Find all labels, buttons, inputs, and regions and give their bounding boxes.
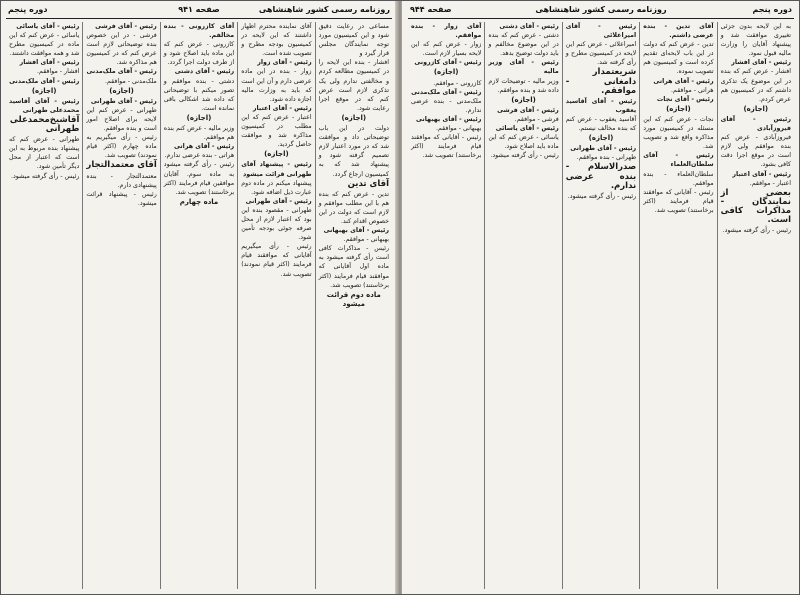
speaker-line: رئیس - آقای فیروزآبادی bbox=[720, 115, 791, 133]
paragraph: طهرانی - عرض کنم که پیشنهاد بنده مربوط به این است که اعتبار از محل دیگر تأمین شود. bbox=[8, 136, 80, 171]
paragraph: امیراعلائی - عرض کنم این لایحه در کمیسیون مطرح و رأی گرفته شد. bbox=[565, 41, 637, 67]
paragraph: رئیس - آقایانی که موافقند قیام فرمایند (اکثر برخاستند) تصویب شد. bbox=[643, 188, 714, 214]
paragraph: رئیس - آقایانی که موافقند قیام فرمایند (اکثر برخاستند) تصویب شد. bbox=[410, 134, 482, 160]
section-marker: (اجازه) bbox=[31, 86, 57, 95]
speaker-line: رئیس - آقای دشتی bbox=[174, 68, 235, 76]
speaker-line: رئیس - آقای فرشی bbox=[497, 106, 559, 114]
paragraph: کازرونی - عرض کنم که این ماده باید اصلاح شود و از طرف دولت اجرا گردد. bbox=[163, 41, 235, 67]
left-header-page-number: صفحه ۹۴۱ bbox=[178, 5, 220, 14]
paragraph: رئیس - رأی میگیریم آقایانی که موافقند قیام فرمایند (اکثر قیام نمودند) تصویب شد. bbox=[241, 243, 312, 278]
paragraph: به این لایحه بدون جزئی تغییری موافقت شد و پیشنهاد آقایان را وزارت مالیه قبول نمود. bbox=[720, 23, 791, 58]
paragraph: فرشی - موافقم. bbox=[514, 115, 559, 123]
paragraph: آقای نماینده محترم اظهار داشتند که این لایحه در کمیسیون بودجه مطرح و تصویب شده است. bbox=[241, 23, 312, 58]
speaker-line: رئیس - آقای آقاسید یعقوب bbox=[565, 97, 637, 114]
paragraph: هراتی - بنده عرضی ندارم. bbox=[164, 152, 235, 160]
paragraph: سلطان‌العلماء - بنده موافقم. bbox=[643, 170, 714, 187]
section-marker: (اجازه) bbox=[341, 113, 367, 122]
paragraph: رئیس - رأی گرفته میشود. bbox=[722, 227, 791, 235]
text-column bbox=[563, 22, 640, 589]
text-column bbox=[408, 22, 485, 589]
paragraph: یاسائی - عرض کنم که این ماده در کمیسیون مطرح شد و همه موافقت داشتند. bbox=[8, 32, 80, 58]
paragraph: زوار - بنده در این ماده عرضی دارم و آن این است که باید به وزارت مالیه اجازه داده شود. bbox=[241, 68, 312, 103]
left-page-columns bbox=[6, 22, 392, 589]
paragraph: دشتی - عرض کنم که بنده در این موضوع مخالفم و باید دولت توضیح بدهد. bbox=[488, 32, 559, 58]
left-page-header bbox=[6, 4, 392, 19]
section-marker: (اجازه) bbox=[743, 104, 769, 113]
text-column bbox=[718, 22, 794, 589]
section-marker: (اجازه) bbox=[264, 150, 289, 159]
paragraph: طهرانی - مقصود بنده این بود که اعتبار لازم از محل صرفه جوئی بودجه تأمین شود. bbox=[241, 206, 312, 242]
paragraph: فیروزآبادی - عرض کنم بنده موافقم ولی لازم است در موقع اجرا دقت کافی بشود. bbox=[720, 134, 791, 169]
text-column bbox=[83, 22, 160, 589]
left-header-publication: روزنامه رسمی کشور شاهنشاهی bbox=[258, 5, 390, 14]
speaker-line: رئیس - آقای طهرانی bbox=[90, 97, 157, 105]
speaker-line: رئیس - آقای وزیر مالیه bbox=[488, 59, 559, 76]
paragraph: یاسائی - عرض کنم که این ماده باید اصلاح شود. bbox=[488, 134, 559, 151]
right-header-publication: روزنامه رسمی کشور شاهنشاهی bbox=[535, 5, 667, 14]
paragraph: رئیس - رأی گرفته میشود. bbox=[567, 192, 637, 200]
paragraph: معتمدالتجار - بنده پیشنهادی دارم. bbox=[86, 172, 157, 189]
paragraph: نجات - عرض کنم که این مسئله در کمیسیون مورد مذاکره واقع شد و تصویب شد. bbox=[643, 115, 714, 151]
paragraph: اعتبار - عرض کنم که این مطلب در کمیسیون مذاکره شد و موافقت حاصل گردید. bbox=[241, 113, 312, 149]
paragraph: رئیس - مذاکرات کافی است رأی گرفته میشود به ماده اول آقایانی که موافقند قیام فرمایند (اکثر برخاستند) تصویب شد. bbox=[318, 245, 389, 289]
speaker-line: رئیس - آقای امیراعلائی bbox=[565, 23, 637, 40]
section-marker: ماده دوم قرائت میشود bbox=[326, 290, 381, 308]
speaker-line: رئیس - آقای ملک‌مدنی bbox=[411, 88, 482, 96]
text-column bbox=[640, 22, 717, 589]
section-marker: (اجازه) bbox=[666, 104, 691, 113]
section-marker: (اجازه) bbox=[109, 86, 134, 95]
right-page-header bbox=[408, 4, 794, 19]
speaker-line: رئیس - آقای طهرانی bbox=[570, 145, 637, 153]
speaker-line: آقای زوار - بنده موافقم. bbox=[410, 23, 482, 40]
speaker-line: رئیس - آقای سلطان‌العلماء bbox=[643, 152, 714, 169]
speaker-line: رئیس - آقای دشتی bbox=[499, 23, 559, 30]
text-column bbox=[485, 22, 562, 589]
speaker-heading: آقاشیخ‌محمدعلی طهرانی bbox=[9, 114, 80, 135]
right-header-volume: دوره پنجم bbox=[752, 5, 792, 14]
right-header-page-number: صفحه ۹۴۴ bbox=[410, 5, 452, 14]
paragraph: فرشی - در این خصوص بنده توضیحاتی لازم است عرض کنم که در کمیسیون هم مذاکره شد. bbox=[86, 32, 157, 67]
speaker-heading: آقای تدین bbox=[347, 178, 389, 189]
section-marker: (اجازه) bbox=[588, 134, 614, 143]
paragraph: افشار - عرض کنم که بنده در این موضوع یک تذکری داشتم که در کمیسیون هم عرض کردم. bbox=[720, 68, 791, 103]
speaker-line: رئیس - آقای آقاسید محمدعلی طهرانی bbox=[8, 97, 80, 114]
speaker-heading: صدرالاسلام - بنده عرضی ندارم. bbox=[565, 162, 637, 191]
left-header-outer: دوره پنجم bbox=[8, 5, 48, 14]
paragraph: تدین - عرض کنم که دولت در این باب لایحه‌ای تقدیم کرده است و کمیسیون هم تصویب نموده. bbox=[643, 41, 714, 76]
speaker-line: رئیس - آقای هراتی bbox=[653, 77, 714, 85]
speaker-line: رئیس - آقای ملک‌مدنی bbox=[9, 77, 80, 85]
speaker-line: آقای تدین - بنده عرضی داشتم. bbox=[643, 23, 714, 40]
paragraph: طهرانی - عرض کنم این لایحه برای اصلاح امور است و بنده موافقم. bbox=[86, 106, 157, 133]
left-page bbox=[0, 0, 398, 595]
speaker-line: رئیس - آقای کازرونی bbox=[414, 59, 482, 67]
paragraph: تدین - عرض کنم که بنده هم با این مطلب موافقم و لازم است که دولت در این خصوص اقدام کند. bbox=[318, 190, 389, 225]
paragraph: بهبهانی - موافقم. bbox=[435, 125, 482, 133]
speaker-line: رئیس - آقای اعتبار bbox=[732, 170, 791, 178]
paragraph: طهرانی - بنده موافقم. bbox=[576, 154, 637, 162]
text-column bbox=[6, 22, 83, 589]
paragraph: رئیس - پیشنهاد قرائت میشود. bbox=[86, 190, 157, 207]
speaker-line: رئیس - آقای بهبهانی bbox=[323, 227, 389, 235]
speaker-line: رئیس - آقای ملک‌مدنی bbox=[86, 68, 157, 76]
paragraph: افشار - موافقم. bbox=[37, 68, 80, 76]
speaker-line: رئیس - آقای هراتی bbox=[173, 143, 235, 151]
paragraph: زوار - عرض کنم که این لایحه بسیار لازم است. bbox=[410, 41, 482, 58]
text-column bbox=[316, 22, 392, 589]
paragraph: پیشنهاد میکنم در ماده دوم عبارت ذیل اضافه شود. bbox=[241, 179, 312, 196]
section-marker: (اجازه) bbox=[511, 95, 536, 104]
right-page bbox=[402, 0, 800, 595]
right-page-columns bbox=[408, 22, 794, 589]
speaker-line: رئیس - آقای زوار bbox=[257, 59, 312, 67]
speaker-line: رئیس - آقای فرشی bbox=[95, 23, 157, 30]
paragraph: آقاسید یعقوب - عرض کنم که بنده مخالف نیستم. bbox=[565, 115, 637, 133]
speaker-heading: آقای معتمدالتجار bbox=[86, 160, 157, 171]
speaker-line: رئیس - آقای یاسائی bbox=[16, 23, 80, 30]
paragraph: رئیس - رأی میگیریم به ماده چهارم (اکثر قیام نمودند) تصویب شد. bbox=[86, 134, 157, 160]
paragraph: ملک‌مدنی - بنده عرضی ندارم. bbox=[410, 97, 482, 114]
speaker-line: آقای کازرونی - بنده مخالفم. bbox=[163, 23, 235, 40]
section-marker: (اجازه) bbox=[186, 113, 212, 122]
speaker-line: رئیس - آقای بهبهانی bbox=[415, 115, 482, 123]
paragraph: رئیس - رأی گرفته میشود. bbox=[10, 172, 80, 180]
section-marker: (اجازه) bbox=[433, 68, 459, 77]
speaker-line: رئیس - آقای افشار bbox=[19, 59, 80, 67]
speaker-line: رئیس - آقای یاسائی bbox=[495, 125, 559, 133]
section-marker: ماده چهارم bbox=[179, 197, 219, 206]
paragraph: رئیس - رأی گرفته میشود به ماده سوم. آقایان موافقین قیام فرمایند (اکثر برخاستند) تصویب شد. bbox=[163, 161, 235, 196]
paragraph: مساعی در رعایت دقیق شود و این کمیسیون مورد توجه نمایندگان مجلس قرار گیرد و bbox=[318, 23, 389, 58]
paragraph: هراتی - موافقم. bbox=[671, 86, 714, 94]
speaker-line: رئیس - آقای نجات bbox=[656, 95, 714, 103]
speaker-line: رئیس - پیشنهاد آقای طهرانی قرائت میشود bbox=[241, 161, 312, 178]
speaker-heading: بعضی از نمایندگان - مذاکرات کافی است. bbox=[720, 187, 791, 225]
text-column bbox=[161, 22, 238, 589]
paragraph: اعتبار - موافقم. bbox=[749, 179, 791, 187]
paragraph: وزیر مالیه - عرض کنم بنده هم موافقم. bbox=[163, 125, 235, 142]
paragraph: رئیس - رأی گرفته میشود. bbox=[490, 152, 559, 160]
paragraph: بهبهانی - موافقم. bbox=[343, 236, 389, 244]
paragraph: افشار - بنده این لایحه را در کمیسیون مطالعه کردم و مخالفتی ندارم ولی یک تذکری لازم است عرض کنم که در موقع اجرا رعایت شود. bbox=[318, 59, 389, 112]
paragraph: دولت در این باب توضیحاتی داد و موافقت شد که در مورد اعتبار لازم تصمیم گرفته شود و پیشنهاد شد که به کمیسیون ارجاع گردد. bbox=[318, 125, 389, 178]
speaker-line: رئیس - آقای افشار bbox=[731, 59, 791, 67]
text-column bbox=[238, 22, 315, 589]
paragraph: دشتی - بنده موافقم و تصور میکنم با توضیحاتی که داده شد اشکالی باقی نمانده است. bbox=[163, 77, 235, 112]
paragraph: ملک‌مدنی - موافقم. bbox=[104, 77, 157, 85]
speaker-heading: شریعتمدار دامغانی - موافقم. bbox=[565, 67, 637, 96]
paragraph: وزیر مالیه - توضیحات لازم داده شد و بنده موافقم. bbox=[488, 77, 559, 94]
speaker-line: رئیس - آقای اعتبار bbox=[252, 104, 312, 112]
speaker-line: رئیس - آقای طهرانی bbox=[245, 197, 312, 205]
paragraph: کازرونی - موافقم. bbox=[433, 79, 482, 87]
